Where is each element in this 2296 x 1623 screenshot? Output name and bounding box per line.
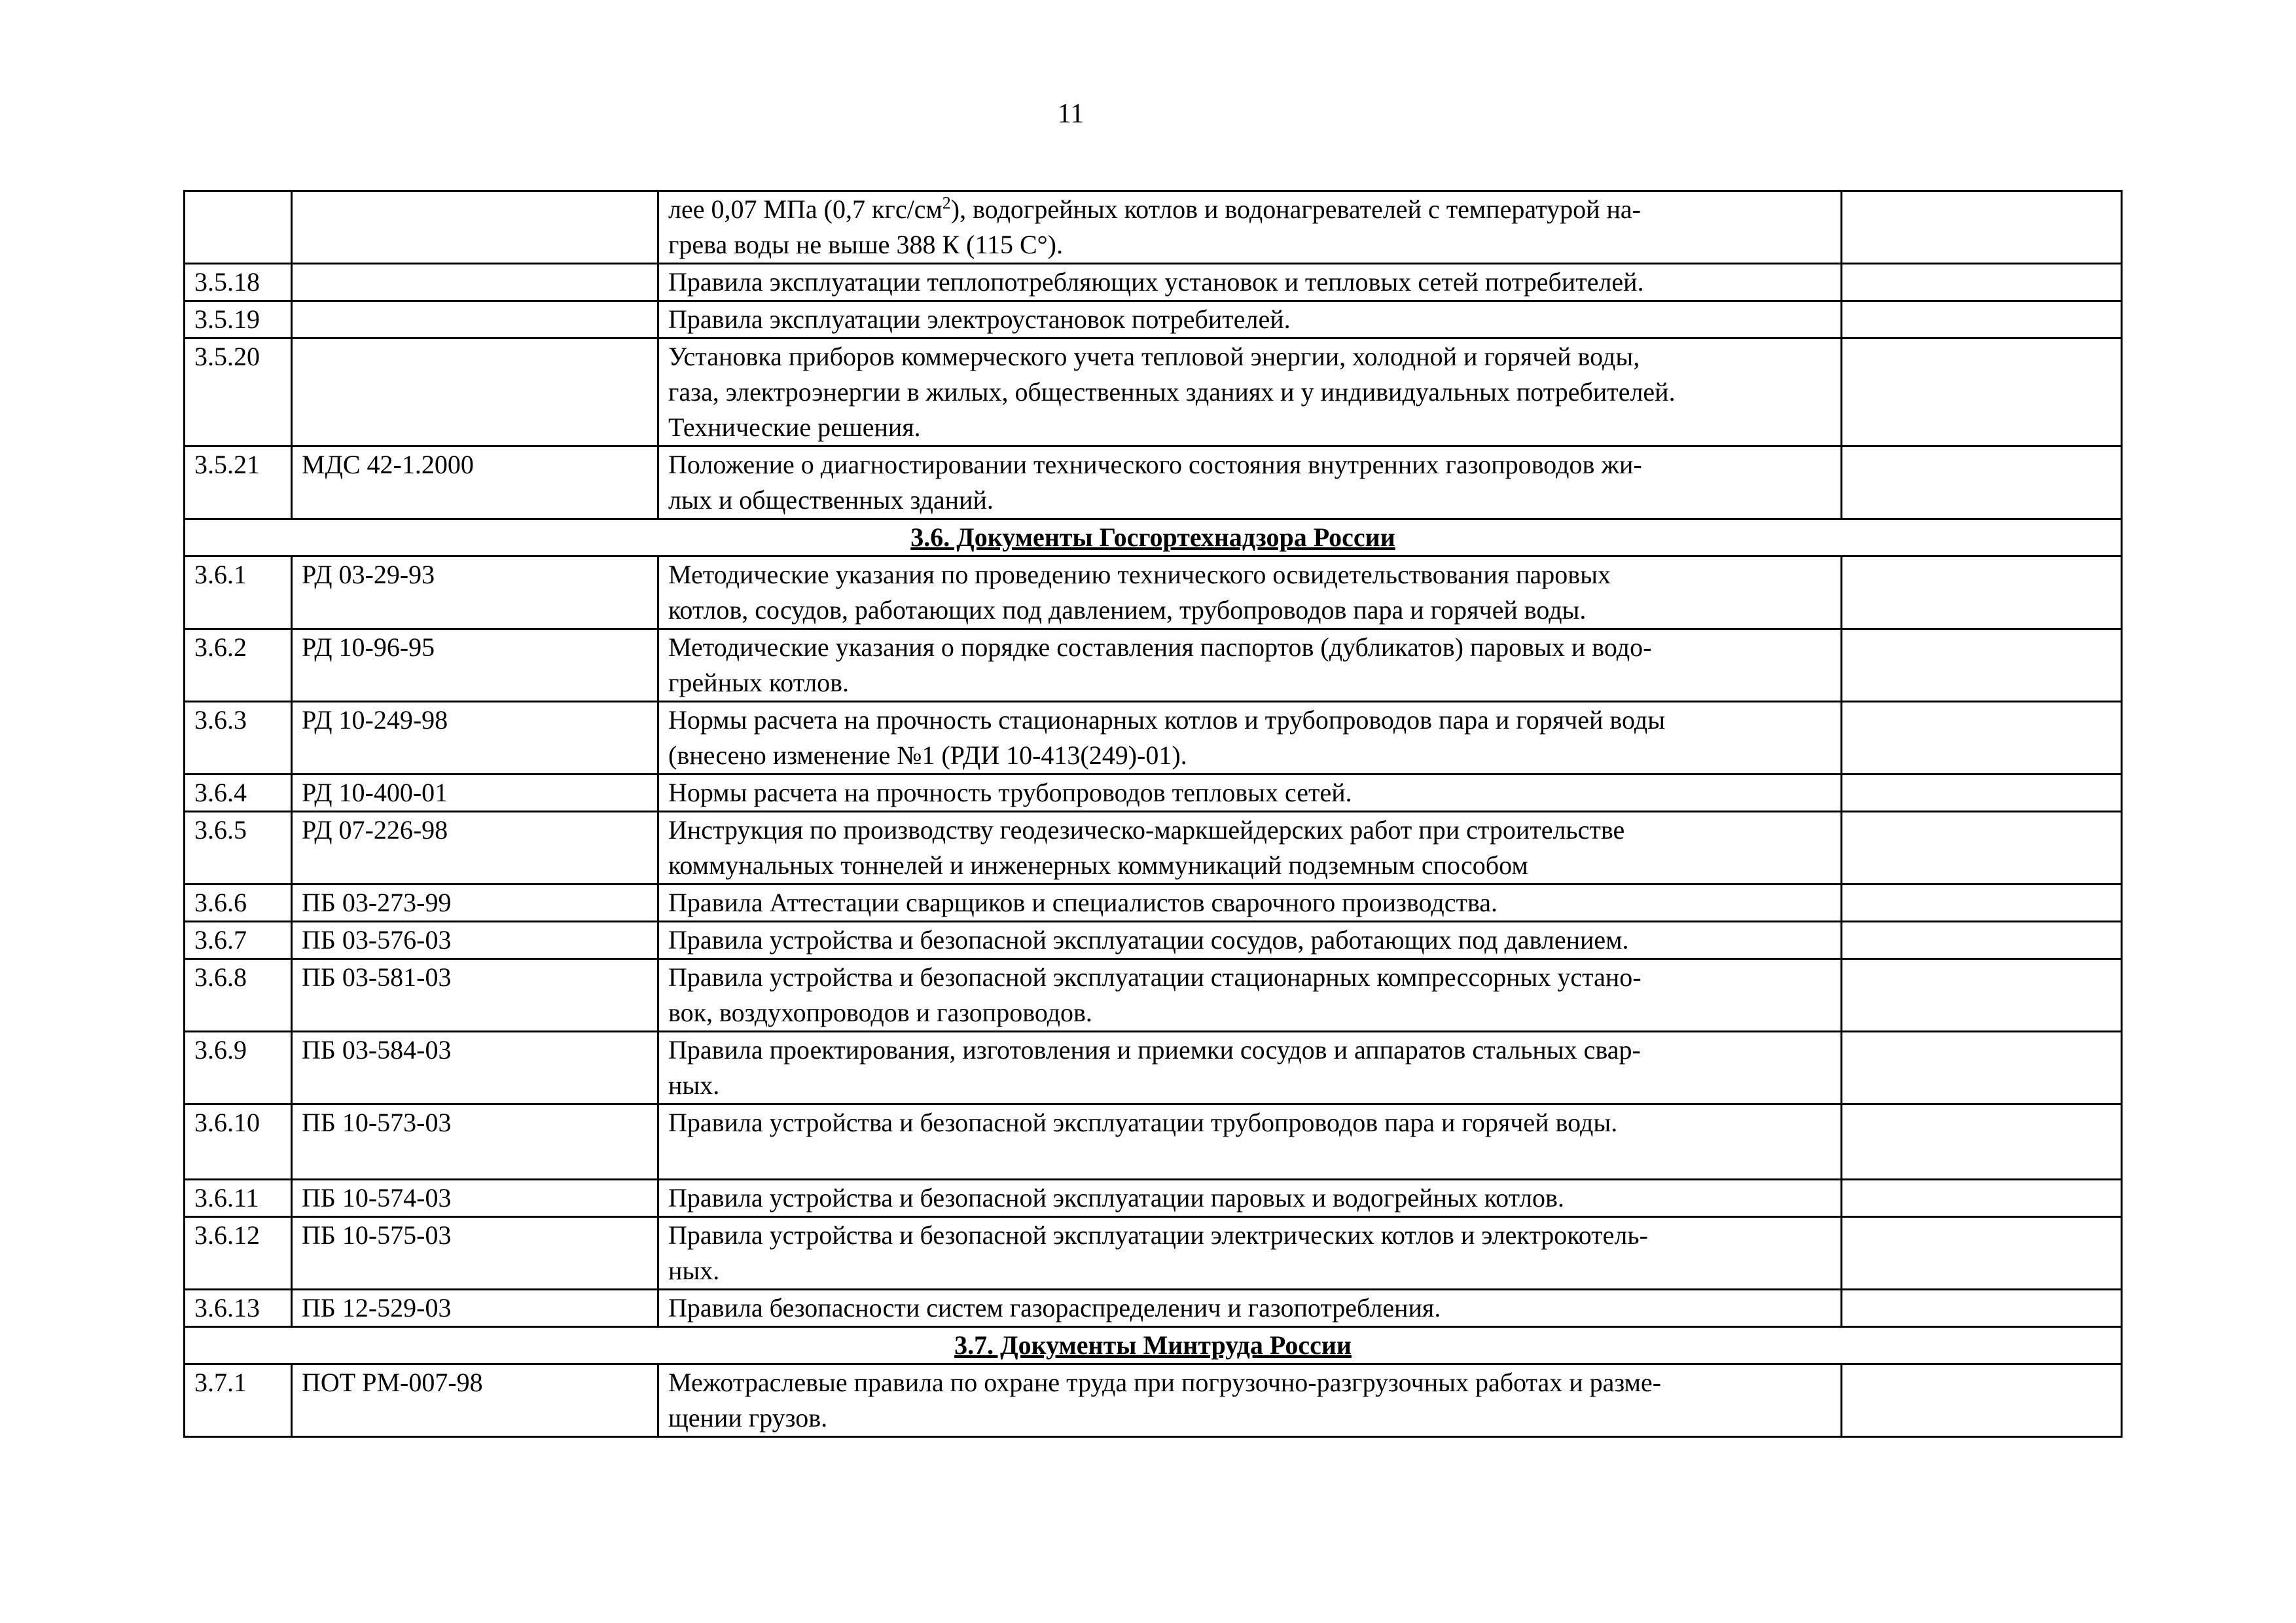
cell-num: 3.6.5 <box>185 812 292 884</box>
cell-num: 3.6.8 <box>185 959 292 1032</box>
documents-table <box>183 190 2123 1438</box>
cell-num: 3.6.10 <box>185 1104 292 1180</box>
description-line: Правила эксплуатации теплопотребляющих установок и тепловых сетей потребителей. <box>668 267 1644 297</box>
table-row <box>185 629 2122 702</box>
table-row <box>185 1217 2122 1290</box>
cell-num: 3.7.1 <box>185 1364 292 1437</box>
description-line: Технические решения. <box>668 412 921 442</box>
cell-description <box>658 1364 1842 1437</box>
table-row <box>185 702 2122 775</box>
cell-note <box>1842 447 2122 519</box>
cell-code: ПБ 03-576-03 <box>292 922 658 959</box>
section-title: 3.7. Документы Минтруда России <box>185 1327 2122 1364</box>
cell-note <box>1842 338 2122 447</box>
table-row <box>185 1180 2122 1217</box>
cell-note <box>1842 812 2122 884</box>
cell-note <box>1842 922 2122 959</box>
table-row <box>185 301 2122 338</box>
table-row <box>185 264 2122 301</box>
description-line: Правила устройства и безопасной эксплуатации стационарных компрессорных устано- <box>668 962 1641 992</box>
section-header-3-7 <box>185 1327 2122 1364</box>
cell-num: 3.5.19 <box>185 301 292 338</box>
cell-description <box>658 812 1842 884</box>
cell-description <box>658 884 1842 922</box>
cell-num: 3.6.2 <box>185 629 292 702</box>
description-line: Инструкция по производству геодезическо-маркшейдерских работ при строительстве <box>668 815 1625 845</box>
description-line: ных. <box>668 1256 720 1285</box>
table-row <box>185 447 2122 519</box>
cell-description <box>658 959 1842 1032</box>
description-line: Нормы расчета на прочность стационарных котлов и трубопроводов пара и горячей воды <box>668 705 1666 735</box>
cell-description <box>658 1104 1842 1180</box>
cell-num: 3.6.9 <box>185 1032 292 1104</box>
description-line: Межотраслевые правила по охране труда при погрузочно-разгрузочных работах и разме- <box>668 1368 1662 1397</box>
cell-note <box>1842 629 2122 702</box>
cell-num: 3.6.6 <box>185 884 292 922</box>
cell-note <box>1842 702 2122 775</box>
cell-code: ПБ 10-575-03 <box>292 1217 658 1290</box>
cell-note <box>1842 264 2122 301</box>
cell-description <box>658 338 1842 447</box>
cell-code: ПОТ РМ-007-98 <box>292 1364 658 1437</box>
cell-code: МДС 42-1.2000 <box>292 447 658 519</box>
table-row <box>185 556 2122 629</box>
table-row <box>185 338 2122 447</box>
description-line: Правила эксплуатации электроустановок потребителей. <box>668 304 1291 334</box>
table-row <box>185 775 2122 812</box>
description-line: вок, воздухопроводов и газопроводов. <box>668 998 1092 1027</box>
table-row-continuation <box>185 191 2122 264</box>
cell-note <box>1842 191 2122 264</box>
cell-code: РД 03-29-93 <box>292 556 658 629</box>
cell-note <box>1842 1104 2122 1180</box>
cell-code <box>292 264 658 301</box>
description-line: коммунальных тоннелей и инженерных коммуникаций подземным способом <box>668 850 1528 880</box>
cell-code: ПБ 03-581-03 <box>292 959 658 1032</box>
cell-description <box>658 556 1842 629</box>
section-header-3-6 <box>185 519 2122 556</box>
cell-note <box>1842 1217 2122 1290</box>
cell-note <box>1842 775 2122 812</box>
description-line: Правила Аттестации сварщиков и специалистов сварочного производства. <box>668 888 1498 917</box>
cell-description <box>658 1032 1842 1104</box>
cell-note <box>1842 1180 2122 1217</box>
cell-num: 3.5.18 <box>185 264 292 301</box>
description-line: лых и общественных зданий. <box>668 485 994 515</box>
cell-num: 3.6.3 <box>185 702 292 775</box>
page-number: 11 <box>1057 99 1085 129</box>
description-line: Правила устройства и безопасной эксплуатации электрических котлов и электрокотель- <box>668 1220 1648 1250</box>
cell-description <box>658 922 1842 959</box>
cell-num: 3.6.1 <box>185 556 292 629</box>
cell-note <box>1842 884 2122 922</box>
table-row <box>185 884 2122 922</box>
cell-num: 3.5.20 <box>185 338 292 447</box>
cell-num: 3.5.21 <box>185 447 292 519</box>
description-line: Правила безопасности систем газораспределенич и газопотребления. <box>668 1293 1441 1322</box>
table-row <box>185 812 2122 884</box>
cell-num: 3.6.12 <box>185 1217 292 1290</box>
cell-description <box>658 191 1842 264</box>
cell-description <box>658 1217 1842 1290</box>
cell-note <box>1842 1364 2122 1437</box>
cell-code: РД 10-249-98 <box>292 702 658 775</box>
description-line: Положение о диагностировании технического состояния внутренних газопроводов жи- <box>668 450 1642 479</box>
cell-description <box>658 775 1842 812</box>
cell-num: 3.6.7 <box>185 922 292 959</box>
cell-code: ПБ 03-273-99 <box>292 884 658 922</box>
cell-note <box>1842 1290 2122 1327</box>
cell-description <box>658 702 1842 775</box>
description-line: Методические указания о порядке составления паспортов (дубликатов) паровых и водо- <box>668 632 1652 662</box>
cell-description <box>658 264 1842 301</box>
description-line: грейных котлов. <box>668 668 850 697</box>
continuation-line1-before: лее 0,07 МПа (0,7 кгс/см <box>668 194 942 224</box>
table-row <box>185 959 2122 1032</box>
table-row <box>185 1364 2122 1437</box>
cell-note <box>1842 959 2122 1032</box>
cell-note <box>1842 1032 2122 1104</box>
table-row <box>185 1290 2122 1327</box>
cell-code: ПБ 12-529-03 <box>292 1290 658 1327</box>
cell-code: ПБ 10-574-03 <box>292 1180 658 1217</box>
cell-code <box>292 191 658 264</box>
cell-description <box>658 1290 1842 1327</box>
description-line: (внесено изменение №1 (РДИ 10-413(249)-01). <box>668 740 1187 770</box>
cell-num: 3.6.4 <box>185 775 292 812</box>
cell-code <box>292 338 658 447</box>
cell-code: ПБ 03-584-03 <box>292 1032 658 1104</box>
cell-description <box>658 629 1842 702</box>
cell-code <box>292 301 658 338</box>
cell-code: РД 10-400-01 <box>292 775 658 812</box>
superscript: 2 <box>942 193 951 213</box>
cell-num: 3.6.13 <box>185 1290 292 1327</box>
description-line: Правила устройства и безопасной эксплуатации сосудов, работающих под давлением. <box>668 925 1629 955</box>
cell-code: РД 07-226-98 <box>292 812 658 884</box>
description-line: Правила устройства и безопасной эксплуатации паровых и водогрейных котлов. <box>668 1183 1564 1213</box>
description-line: щении грузов. <box>668 1403 828 1432</box>
description-line: газа, электроэнергии в жилых, общественных зданиях и у индивидуальных потребителей. <box>668 377 1676 407</box>
description-line: Установка приборов коммерческого учета тепловой энергии, холодной и горячей воды, <box>668 342 1640 371</box>
cell-description <box>658 301 1842 338</box>
description-line: Правила устройства и безопасной эксплуатации трубопроводов пара и горячей воды. <box>668 1108 1618 1137</box>
cell-code: РД 10-96-95 <box>292 629 658 702</box>
continuation-line1-after: ), водогрейных котлов и водонагревателей с температурой на- <box>950 194 1641 224</box>
cell-description <box>658 447 1842 519</box>
cell-code: ПБ 10-573-03 <box>292 1104 658 1180</box>
cell-note <box>1842 301 2122 338</box>
cell-note <box>1842 556 2122 629</box>
cell-num <box>185 191 292 264</box>
table-row <box>185 1032 2122 1104</box>
description-line: Правила проектирования, изготовления и приемки сосудов и аппаратов стальных свар- <box>668 1035 1641 1065</box>
documents-table-body <box>185 191 2122 1437</box>
table-row <box>185 922 2122 959</box>
cell-num: 3.6.11 <box>185 1180 292 1217</box>
cell-description <box>658 1180 1842 1217</box>
description-line: ных. <box>668 1070 720 1100</box>
description-line: Методические указания по проведению технического освидетельствования паровых <box>668 560 1611 589</box>
description-line: Нормы расчета на прочность трубопроводов тепловых сетей. <box>668 778 1352 807</box>
table-row <box>185 1104 2122 1180</box>
section-title: 3.6. Документы Госгортехнадзора России <box>185 519 2122 556</box>
description-line: котлов, сосудов, работающих под давлением, трубопроводов пара и горячей воды. <box>668 595 1587 625</box>
continuation-line2: грева воды не выше 388 К (115 С°). <box>668 230 1063 259</box>
